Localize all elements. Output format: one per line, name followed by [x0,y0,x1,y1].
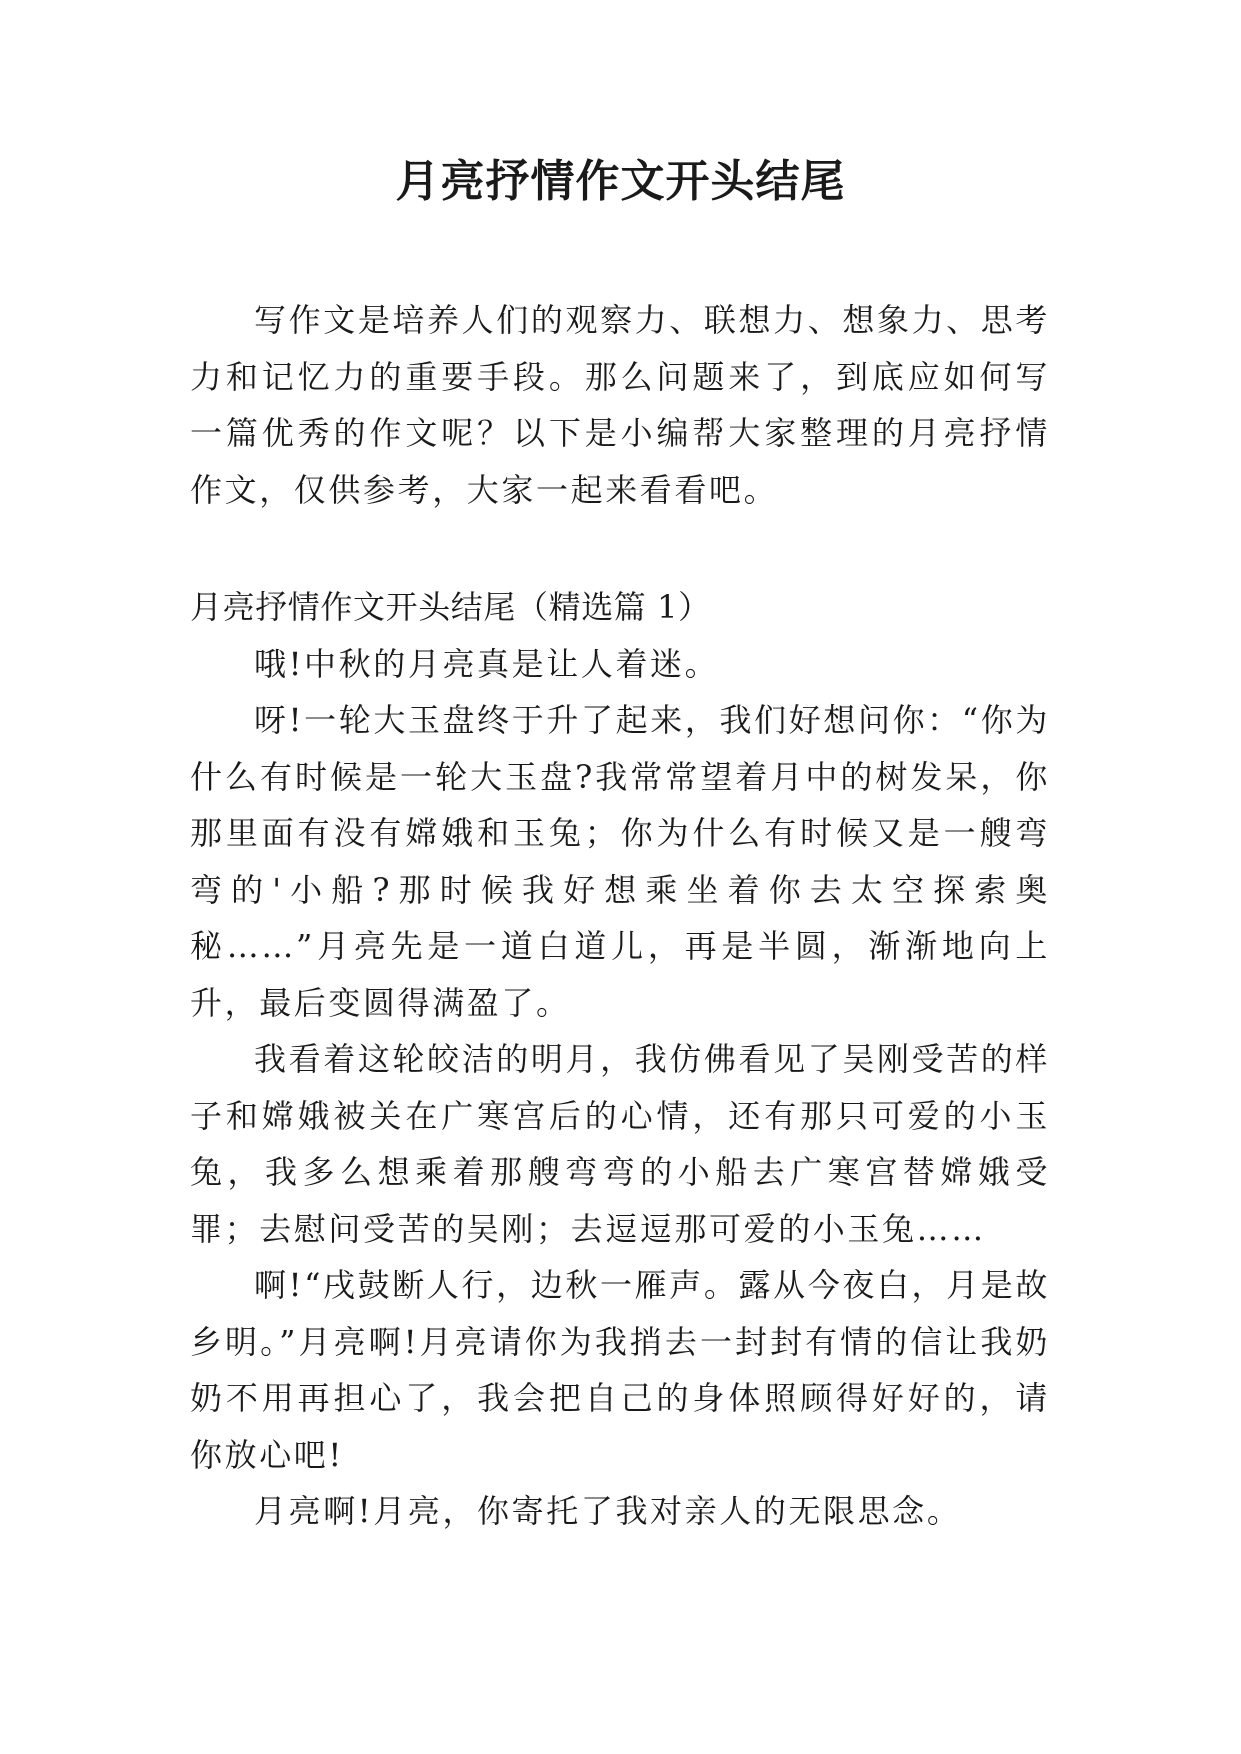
intro-paragraph: 写作文是培养人们的观察力、联想力、想象力、思考力和记忆力的重要手段。那么问题来了，到底应如何写一篇优秀的作文呢？以下是小编帮大家整理的月亮抒情作文，仅供参考，大家一起来看看吧。 [190,301,1050,509]
section-paragraph-5: 月亮啊!月亮，你寄托了我对亲人的无限思念。 [254,1492,962,1530]
document-title: 月亮抒情作文开头结尾 [395,156,846,207]
intro-block [190,292,1050,518]
section-paragraph-3: 我看着这轮皎洁的明月，我仿佛看见了吴刚受苦的样子和嫦娥被关在广寒宫后的心情，还有那只可爱的小玉兔，我多么想乘着那艘弯弯的小船去广寒宫替嫦娥受罪；去慰问受苦的吴刚；去逗逗那可爱的小玉兔…… [190,1040,1050,1248]
section-heading: 月亮抒情作文开头结尾（精选篇 1） [190,588,711,626]
section-paragraph-2: 呀!一轮大玉盘终于升了起来，我们好想问你：“你为什么有时候是一轮大玉盘?我常常望着月中的树发呆，你那里面有没有嫦娥和玉兔；你为什么有时候又是一艘弯弯的'小船?那时候我好想乘坐着你去太空探索奥秘……”月亮先是一道白道儿，再是半圆，渐渐地向上升，最后变圆得满盈了。 [190,701,1050,1022]
section-paragraph-1: 哦!中秋的月亮真是让人着迷。 [254,644,720,683]
section-paragraph-4: 啊!“戌鼓断人行，边秋一雁声。露从今夜白，月是故乡明。”月亮啊!月亮请你为我捎去一封封有情的信让我奶奶不用再担心了，我会把自己的身体照顾得好好的，请你放心吧! [190,1266,1050,1474]
section-1 [190,579,1050,1540]
